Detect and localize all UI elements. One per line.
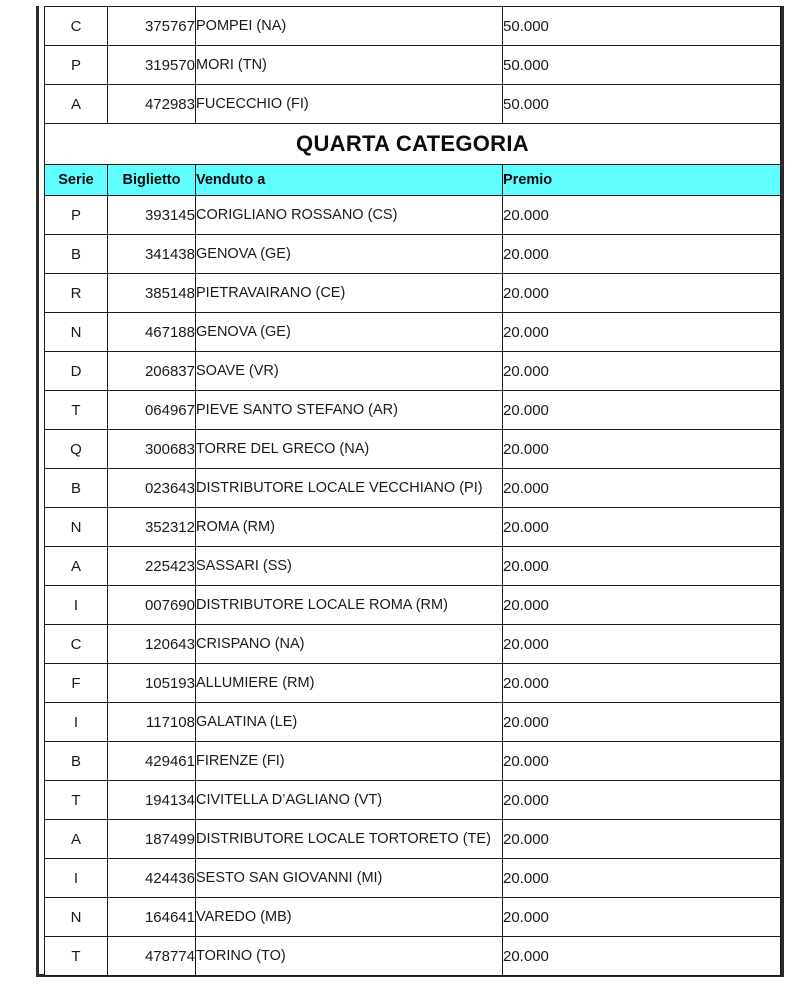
- cell-biglietto: 194134: [108, 781, 196, 820]
- table-row: [45, 742, 781, 781]
- cell-serie: T: [45, 391, 108, 430]
- cell-serie: P: [45, 196, 108, 235]
- cell-venduto-a: DISTRIBUTORE LOCALE ROMA (RM): [196, 586, 503, 625]
- cell-premio: 20.000: [503, 313, 781, 352]
- cell-premio: 20.000: [503, 274, 781, 313]
- cell-venduto-a: TORRE DEL GRECO (NA): [196, 430, 503, 469]
- cell-premio: 20.000: [503, 742, 781, 781]
- cell-biglietto: 385148: [108, 274, 196, 313]
- table-row: [45, 352, 781, 391]
- table-row: [45, 469, 781, 508]
- table-row: [45, 508, 781, 547]
- cell-biglietto: 164641: [108, 898, 196, 937]
- cell-biglietto: 467188: [108, 313, 196, 352]
- cell-venduto-a: ROMA (RM): [196, 508, 503, 547]
- cell-serie: C: [45, 7, 108, 46]
- cell-premio: 20.000: [503, 859, 781, 898]
- cell-premio: 20.000: [503, 625, 781, 664]
- cell-venduto-a: PIETRAVAIRANO (CE): [196, 274, 503, 313]
- table-row: [45, 664, 781, 703]
- cell-venduto-a: FIRENZE (FI): [196, 742, 503, 781]
- cell-serie: T: [45, 937, 108, 976]
- table-row: [45, 196, 781, 235]
- cell-premio: 20.000: [503, 547, 781, 586]
- cell-serie: A: [45, 820, 108, 859]
- table-row: [45, 703, 781, 742]
- cell-venduto-a: SESTO SAN GIOVANNI (MI): [196, 859, 503, 898]
- cell-premio: 20.000: [503, 196, 781, 235]
- cell-premio: 20.000: [503, 898, 781, 937]
- cell-biglietto: 206837: [108, 352, 196, 391]
- cell-serie: N: [45, 508, 108, 547]
- cell-serie: I: [45, 586, 108, 625]
- cell-venduto-a: PIEVE SANTO STEFANO (AR): [196, 391, 503, 430]
- cell-premio: 20.000: [503, 586, 781, 625]
- lottery-prize-table: [44, 6, 781, 976]
- cell-venduto-a: SASSARI (SS): [196, 547, 503, 586]
- table-body: [45, 7, 781, 976]
- cell-biglietto: 429461: [108, 742, 196, 781]
- column-header-serie: Serie: [45, 165, 108, 196]
- cell-biglietto: 105193: [108, 664, 196, 703]
- cell-venduto-a: CRISPANO (NA): [196, 625, 503, 664]
- cell-serie: Q: [45, 430, 108, 469]
- cell-serie: A: [45, 547, 108, 586]
- cell-serie: N: [45, 313, 108, 352]
- table-row: [45, 898, 781, 937]
- cell-venduto-a: MORI (TN): [196, 46, 503, 85]
- cell-premio: 20.000: [503, 781, 781, 820]
- cell-venduto-a: SOAVE (VR): [196, 352, 503, 391]
- cell-biglietto: 472983: [108, 85, 196, 124]
- cell-serie: B: [45, 235, 108, 274]
- prize-table-frame: [36, 6, 784, 977]
- cell-biglietto: 393145: [108, 196, 196, 235]
- cell-biglietto: 120643: [108, 625, 196, 664]
- cell-biglietto: 117108: [108, 703, 196, 742]
- table-row: [45, 274, 781, 313]
- cell-premio: 20.000: [503, 391, 781, 430]
- cell-premio: 20.000: [503, 352, 781, 391]
- cell-venduto-a: DISTRIBUTORE LOCALE TORTORETO (TE): [196, 820, 503, 859]
- table-header-row: [45, 165, 781, 196]
- cell-biglietto: 023643: [108, 469, 196, 508]
- table-row: [45, 859, 781, 898]
- column-header-premio: Premio: [503, 165, 781, 196]
- cell-biglietto: 225423: [108, 547, 196, 586]
- table-row: [45, 586, 781, 625]
- cell-premio: 20.000: [503, 820, 781, 859]
- cell-premio: 20.000: [503, 469, 781, 508]
- cell-venduto-a: GENOVA (GE): [196, 313, 503, 352]
- cell-serie: N: [45, 898, 108, 937]
- category-title: QUARTA CATEGORIA: [45, 124, 781, 165]
- cell-premio: 20.000: [503, 664, 781, 703]
- cell-venduto-a: CIVITELLA D’AGLIANO (VT): [196, 781, 503, 820]
- table-row: [45, 7, 781, 46]
- table-row: [45, 85, 781, 124]
- cell-serie: R: [45, 274, 108, 313]
- cell-biglietto: 424436: [108, 859, 196, 898]
- cell-premio: 50.000: [503, 7, 781, 46]
- cell-biglietto: 341438: [108, 235, 196, 274]
- cell-serie: C: [45, 625, 108, 664]
- cell-serie: P: [45, 46, 108, 85]
- cell-serie: I: [45, 859, 108, 898]
- cell-venduto-a: GENOVA (GE): [196, 235, 503, 274]
- cell-serie: B: [45, 469, 108, 508]
- cell-serie: I: [45, 703, 108, 742]
- cell-venduto-a: CORIGLIANO ROSSANO (CS): [196, 196, 503, 235]
- cell-venduto-a: VAREDO (MB): [196, 898, 503, 937]
- cell-venduto-a: ALLUMIERE (RM): [196, 664, 503, 703]
- cell-venduto-a: TORINO (TO): [196, 937, 503, 976]
- cell-biglietto: 187499: [108, 820, 196, 859]
- table-row: [45, 313, 781, 352]
- column-header-venduto-a: Venduto a: [196, 165, 503, 196]
- cell-premio: 50.000: [503, 46, 781, 85]
- cell-biglietto: 478774: [108, 937, 196, 976]
- table-row: [45, 625, 781, 664]
- table-row: [45, 235, 781, 274]
- cell-premio: 50.000: [503, 85, 781, 124]
- table-row: [45, 547, 781, 586]
- cell-biglietto: 007690: [108, 586, 196, 625]
- cell-serie: B: [45, 742, 108, 781]
- cell-serie: T: [45, 781, 108, 820]
- column-header-biglietto: Biglietto: [108, 165, 196, 196]
- cell-biglietto: 319570: [108, 46, 196, 85]
- cell-premio: 20.000: [503, 508, 781, 547]
- cell-premio: 20.000: [503, 430, 781, 469]
- cell-venduto-a: GALATINA (LE): [196, 703, 503, 742]
- cell-biglietto: 352312: [108, 508, 196, 547]
- cell-serie: D: [45, 352, 108, 391]
- table-row: [45, 781, 781, 820]
- table-row: [45, 937, 781, 976]
- category-title-row: [45, 124, 781, 165]
- table-row: [45, 391, 781, 430]
- cell-serie: A: [45, 85, 108, 124]
- cell-venduto-a: POMPEI (NA): [196, 7, 503, 46]
- cell-biglietto: 375767: [108, 7, 196, 46]
- table-row: [45, 46, 781, 85]
- cell-venduto-a: DISTRIBUTORE LOCALE VECCHIANO (PI): [196, 469, 503, 508]
- cell-biglietto: 064967: [108, 391, 196, 430]
- cell-premio: 20.000: [503, 703, 781, 742]
- cell-biglietto: 300683: [108, 430, 196, 469]
- cell-serie: F: [45, 664, 108, 703]
- table-row: [45, 820, 781, 859]
- cell-venduto-a: FUCECCHIO (FI): [196, 85, 503, 124]
- cell-premio: 20.000: [503, 937, 781, 976]
- table-row: [45, 430, 781, 469]
- cell-premio: 20.000: [503, 235, 781, 274]
